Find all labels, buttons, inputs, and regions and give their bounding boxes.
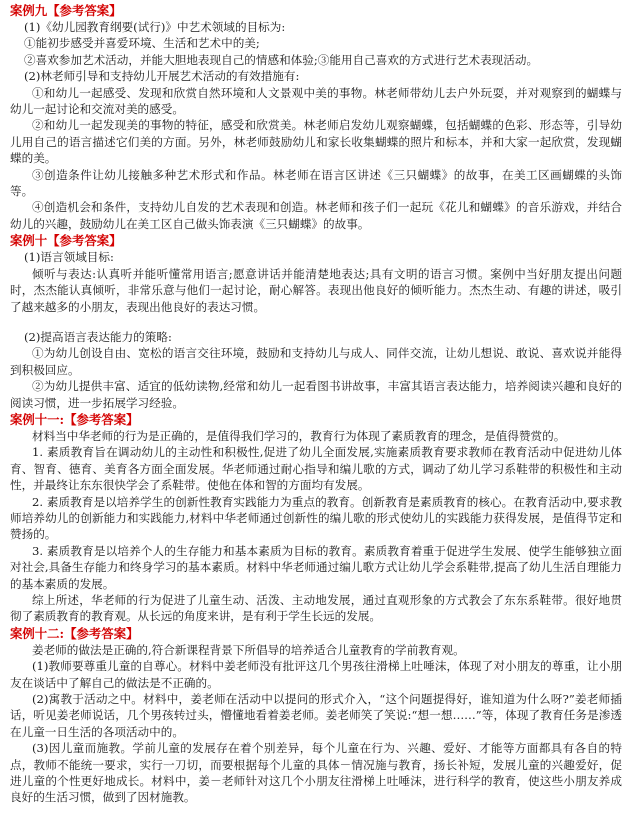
paragraph: (2)提高语言表达能力的策略: bbox=[24, 329, 172, 344]
paragraph: ①为幼儿创设自由、宽松的语言交往环境，鼓励和支持幼儿与成人、同伴交流，让幼儿想说、敢说、喜欢说并能得到积极回应。 bbox=[10, 346, 622, 377]
case-9-title: 案例九【参考答案】 bbox=[10, 3, 122, 18]
paragraph: (3)因儿童而施教。学前儿童的发展存在着个别差异，每个儿童在行为、兴趣、爱好、才能等方面都具有各自的特点，教师不能统一要求，实行一刀切，而要根据每个儿童的具体－情况施与教育，扬长补短，发展儿童的兴趣爱好，促进儿童的个性更好地成长。材料中，姜－老师针对这几个小朋友往滑梯上吐唾沫，进行科学的教育，使这些小朋友养成良好的生活习惯，做到了因材施教。 bbox=[10, 741, 622, 805]
paragraph: ①能初步感受并喜爱环境、生活和艺术中的美; bbox=[24, 36, 260, 51]
case-12 bbox=[10, 625, 622, 806]
paragraph: (2)林老师引导和支持幼儿开展艺术活动的有效措施有: bbox=[24, 69, 300, 84]
paragraph: 倾听与表达:认真听并能听懂常用语言;愿意讲话并能清楚地表达;具有文明的语言习惯。案例中当好朋友提出问题时，杰杰能认真倾听，非常乐意与他们一起讨论，耐心解答。表现出他良好的倾听能力。杰杰生动、有趣的讲述，吸引了越来越多的小朋友，表现出他良好的表达习惯。 bbox=[10, 266, 622, 314]
case-10-title: 案例十【参考答案】 bbox=[10, 233, 122, 249]
paragraph: 3. 素质教育是以培养个人的生存能力和基本素质为目标的教育。素质教育着重于促进学生发展、使学生能够独立面对社会,具备生存能力和终身学习的基本素质。材料中华老师通过编儿歌方式让幼儿学会系鞋带,提高了幼儿生活自理能力的基本素质的发展。 bbox=[10, 543, 622, 591]
paragraph: ①和幼儿一起感受、发现和欣赏自然环境和人文景观中美的事物。林老师带幼儿去户外玩耍，并对观察到的蝴蝶与幼儿一起讨论和交流对美的感受。 bbox=[10, 85, 622, 117]
paragraph: (1)教师要尊重儿童的自尊心。材料中姜老师没有批评这几个男孩往滑梯上吐唾沫，体现了对小朋友的尊重，让小朋友在谈话中了解自己的做法是不正确的。 bbox=[10, 659, 622, 690]
paragraph: 材料当中华老师的行为是正确的，是值得我们学习的，教育行为体现了素质教育的理念，是值得赞赏的。 bbox=[32, 428, 566, 443]
paragraph: (1)语言领域目标: bbox=[24, 250, 114, 265]
case-11-title: 案例十一:【参考答案】 bbox=[10, 411, 139, 427]
paragraph: ②为幼儿提供丰富、适宜的低幼读物,经常和幼儿一起看图书讲故事，丰富其语言表达能力，培养阅读兴趣和良好的阅读习惯，进一步拓展学习经验。 bbox=[10, 379, 622, 410]
paragraph: ③创造条件让幼儿接触多种艺术形式和作品。林老师在语言区讲述《三只蝴蝶》的故事，在美工区画蝴蝶的头饰等。 bbox=[10, 167, 622, 199]
case-11 bbox=[10, 411, 622, 625]
paragraph: 姜老师的做法是正确的,符合新课程背景下所倡导的培养适合儿童教育的学前教育观。 bbox=[32, 642, 465, 657]
case-10 bbox=[10, 232, 622, 411]
paragraph: 2. 素质教育是以培养学生的创新性教育实践能力为重点的教育。创新教育是素质教育的核心。在教育活动中,要求教师培养幼儿的创新能力和实践能力,材料中华老师通过创新性的编儿歌的形式使幼儿的实践能力获得发展，是值得节定和赞扬的。 bbox=[10, 494, 622, 542]
paragraph: ②和幼儿一起发现美的事物的特征，感受和欣赏美。林老师启发幼儿观察蝴蝶，包括蝴蝶的色彩、形态等，引导幼儿用自己的语言描述它们美的方面。另外，林老师鼓励幼儿和家长收集蝴蝶的照片和标本，并和大家一起欣赏，发现蝴蝶的美。 bbox=[10, 118, 622, 166]
paragraph: ④创造机会和条件，支持幼儿自发的艺术表现和创造。林老师和孩子们一起玩《花儿和蝴蝶》的音乐游戏，并结合幼儿的兴趣，鼓励幼儿在美工区自己做头饰表演《三只蝴蝶》的故事。 bbox=[10, 200, 622, 231]
paragraph: ②喜欢参加艺术活动，并能大胆地表现自己的情感和体验;③能用自己喜欢的方式进行艺术表现活动。 bbox=[24, 52, 539, 67]
paragraph: (1)《幼儿园教育纲要(试行)》中艺术领域的目标为: bbox=[24, 20, 286, 34]
case-12-title: 案例十二:【参考答案】 bbox=[10, 625, 139, 641]
case-9 bbox=[10, 2, 622, 232]
paragraph: (2)寓教于活动之中。材料中，姜老师在活动中以提问的形式介入，“这个问题提得好，谁知道为什么呀?”姜老师插话，听见姜老师说话，几个男孩转过头，懵懂地看着姜老师。姜老师笑了笑说:“想一想……”等，体现了教育任务是渗透在儿童一日生活的各项活动中的。 bbox=[10, 692, 622, 739]
blank-line bbox=[10, 315, 622, 329]
paragraph: 综上所述，华老师的行为促进了儿童生动、活泼、主动地发展，通过直观形象的方式教会了东东系鞋带。很好地贯彻了素质教育的教育观。从长远的角度来讲，是有利于学生长远的发展。 bbox=[10, 593, 622, 624]
paragraph: 1. 素质教育旨在调动幼儿的主动性和积极性,促进了幼儿全面发展,实施素质教育要求教师在教育活动中促进幼儿体育、智育、德育、美育各方面全面发展。华老师通过耐心指导和编儿歌的方式，调动了幼儿学习系鞋带的积极性和主动性，并最终让东东很快学会了系鞋带。使他在体和智的方面均有发展。 bbox=[10, 445, 622, 493]
